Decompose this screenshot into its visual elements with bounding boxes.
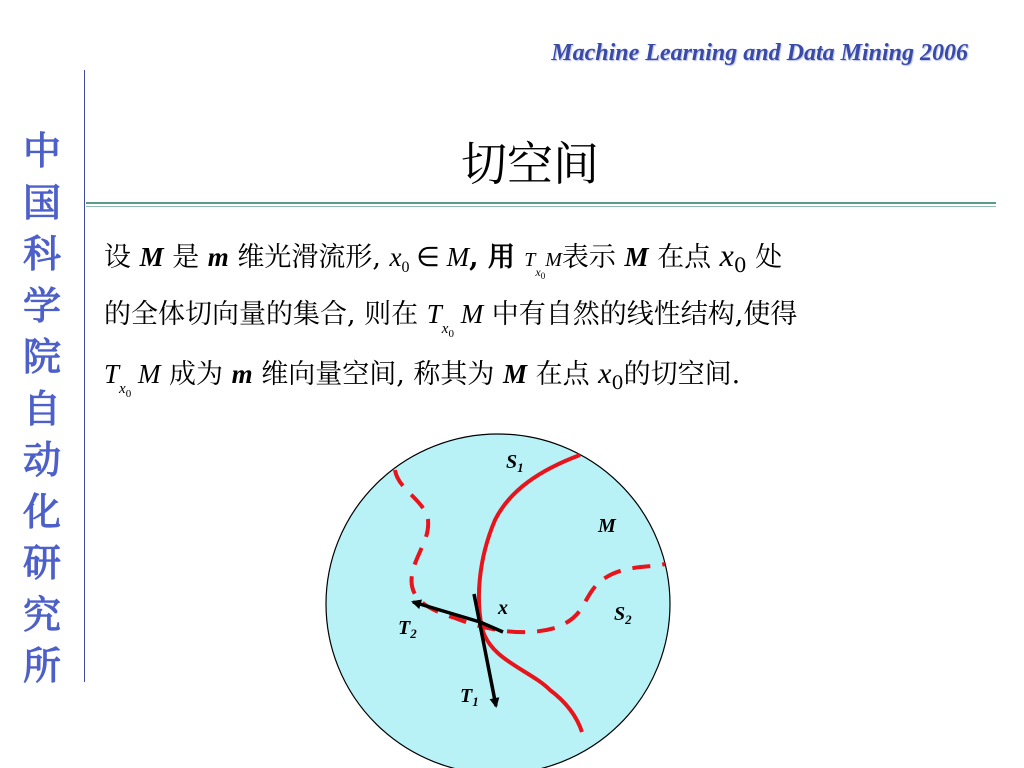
- symbol-T: T: [524, 249, 536, 271]
- sidebar-char: 学: [22, 283, 61, 328]
- symbol-m: m: [207, 242, 229, 272]
- symbol-M: M: [139, 242, 164, 272]
- symbol-T: T: [104, 359, 120, 389]
- symbol-m: m: [231, 359, 253, 389]
- text: , 用: [469, 242, 525, 273]
- sidebar-char: 中: [22, 129, 61, 173]
- sidebar-char: 国: [22, 180, 61, 225]
- sidebar-char: 所: [22, 644, 61, 688]
- label-s2: $S_2$: [614, 603, 632, 627]
- sidebar-char: 院: [22, 335, 61, 379]
- element-of-symbol: ∈: [409, 242, 447, 272]
- subscript-0: 0: [611, 372, 624, 394]
- text: 的切空间.: [623, 359, 741, 390]
- sidebar-char: 研: [22, 541, 61, 585]
- symbol-x: x: [598, 357, 612, 390]
- text: 中有自然的线性结构,使得: [483, 299, 798, 330]
- label-x: x: [498, 597, 508, 619]
- sidebar-char: 究: [22, 592, 61, 637]
- sidebar-char: 化: [22, 489, 61, 534]
- header-title: Machine Learning and Data Mining 2006: [551, 40, 968, 66]
- sidebar-char: 动: [22, 438, 61, 482]
- text: 维向量空间, 称其为: [252, 359, 503, 390]
- subscript-x: x: [535, 265, 541, 279]
- subscript-0: 0: [448, 328, 454, 340]
- sidebar-char: 科: [22, 232, 61, 276]
- subscript-0: 0: [540, 271, 546, 281]
- text: 成为: [160, 359, 232, 390]
- symbol-M: M: [502, 359, 527, 389]
- label-s1: $S_1$: [506, 451, 524, 475]
- slide-title: 切空间: [461, 137, 599, 191]
- symbol-M: M: [624, 242, 649, 272]
- label-t1: $T_1$: [460, 685, 479, 709]
- subscript-0: 0: [401, 259, 410, 276]
- text: 是: [163, 242, 208, 273]
- symbol-x: x: [719, 237, 734, 273]
- symbol-M: M: [137, 359, 161, 389]
- text: 在点: [527, 359, 599, 390]
- text: 维光滑流形,: [228, 242, 390, 273]
- text: 表示: [561, 242, 625, 273]
- symbol-M: M: [460, 299, 484, 329]
- symbol-T: T: [426, 299, 442, 329]
- subscript-x: x: [441, 321, 449, 337]
- text: 的全体切向量的集合, 则在: [104, 299, 427, 330]
- subscript-0: 0: [125, 388, 132, 400]
- symbol-x: x: [389, 242, 402, 272]
- label-t2: $T_2$: [398, 617, 417, 641]
- subscript-0: 0: [733, 253, 747, 277]
- label-m: M: [598, 515, 616, 537]
- symbol-M: M: [545, 249, 562, 271]
- symbol-M: M: [446, 242, 470, 272]
- subscript-x: x: [119, 381, 126, 397]
- text: 设: [104, 242, 140, 273]
- sidebar-char: 自: [22, 386, 61, 431]
- text: 处: [746, 242, 783, 273]
- text: 在点: [648, 242, 720, 273]
